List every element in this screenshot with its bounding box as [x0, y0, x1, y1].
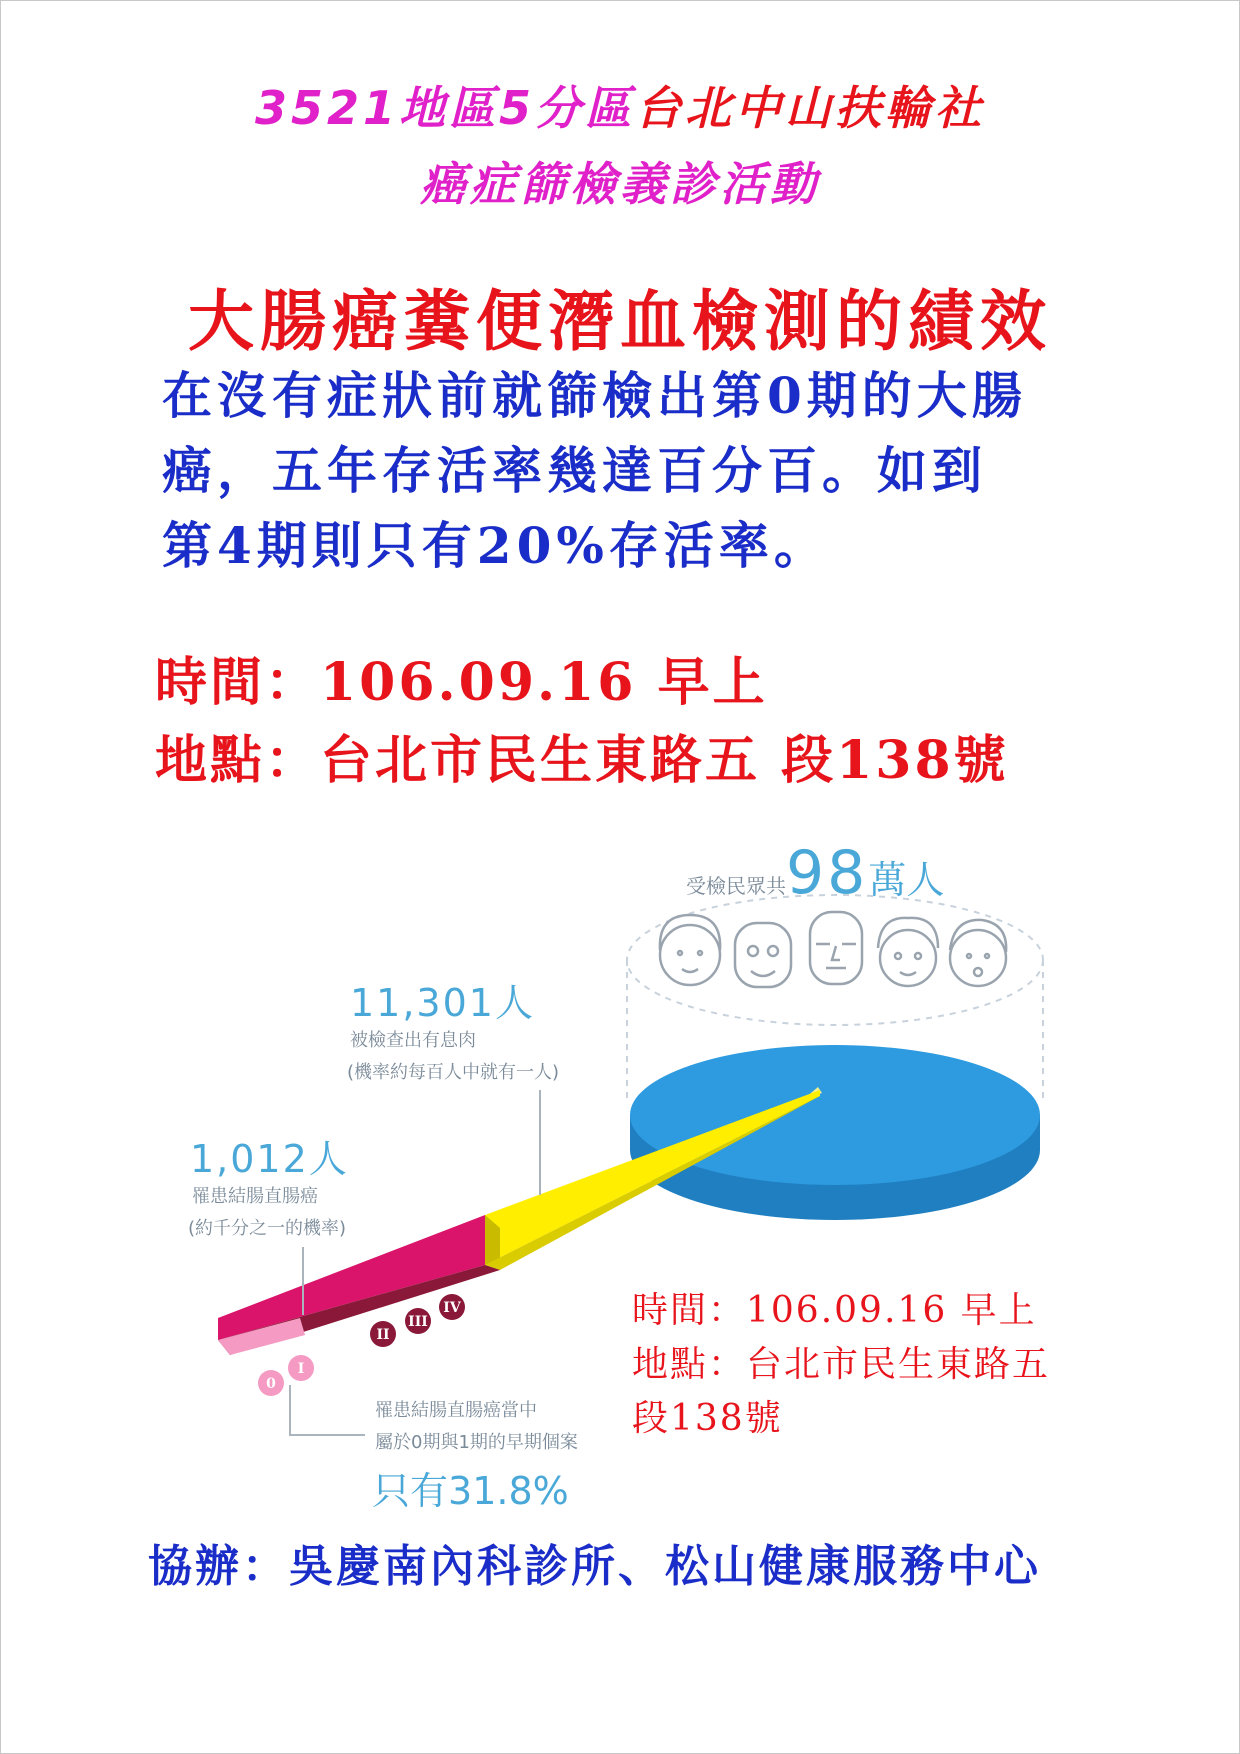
polyp-note: (機率約每百人中就有一人) [347, 1062, 560, 1083]
header-district: 3521地區5分區 [254, 81, 636, 135]
screened-label: 受檢民眾共98萬人 [686, 838, 945, 908]
page-title: 大腸癌糞便潛血檢測的績效 [188, 282, 1052, 360]
polyp-label: 被檢查出有息肉 [350, 1030, 476, 1051]
paragraph-line-2: 癌，五年存活率幾達百分百。如到 [162, 441, 987, 500]
header-line-2: 癌症篩檢義診活動 [420, 157, 820, 211]
header-club: 台北中山扶輪社 [635, 81, 986, 135]
early-percentage: 只有31.8% [372, 1469, 569, 1513]
paragraph-line-1: 在沒有症狀前就篩檢出第0期的大腸 [162, 366, 1027, 425]
event-place-small-1: 地點：台北市民生東路五 [632, 1344, 1051, 1385]
stage-2-label: II [376, 1327, 390, 1343]
stage-0-label: 0 [266, 1376, 276, 1392]
stage-4-label: IV [443, 1300, 461, 1316]
paragraph-line-3: 第4期則只有20%存活率。 [162, 516, 829, 575]
polyp-count: 11,301人 [350, 981, 535, 1025]
stage-1-label: I [297, 1361, 305, 1377]
event-place: 地點：台北市民生東路五 段138號 [155, 730, 1009, 791]
cancer-note: (約千分之一的機率) [188, 1218, 347, 1239]
event-place-small-2: 段138號 [632, 1398, 783, 1439]
event-time: 時間：106.09.16 早上 [155, 652, 768, 713]
cancer-label: 罹患結腸直腸癌 [192, 1186, 318, 1207]
faces-icon [660, 912, 1006, 987]
footer-co-organizers: 協辦：吳慶南內科診所、松山健康服務中心 [148, 1541, 1041, 1592]
stage-3-label: III [408, 1314, 428, 1330]
event-time-small: 時間：106.09.16 早上 [632, 1290, 1037, 1331]
early-label-2: 屬於0期與1期的早期個案 [375, 1432, 578, 1453]
screened-number: 98 [786, 838, 869, 908]
early-label-1: 罹患結腸直腸癌當中 [375, 1400, 537, 1421]
cancer-count: 1,012人 [190, 1137, 349, 1181]
